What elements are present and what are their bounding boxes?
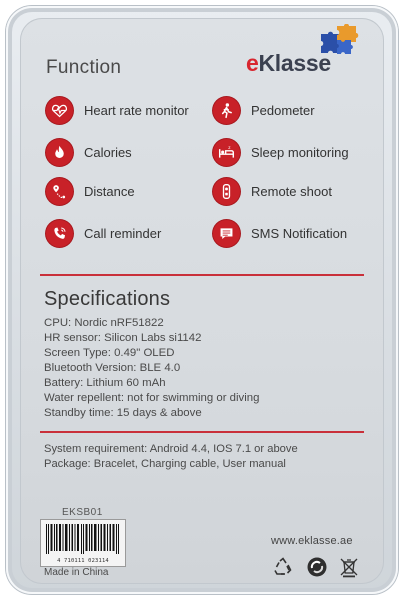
feature-remote-shoot xyxy=(213,178,332,204)
feature-distance xyxy=(46,178,135,204)
feature-label: Calories xyxy=(84,144,132,160)
svg-text:z: z xyxy=(228,145,231,151)
feature-sleep xyxy=(213,139,349,165)
feature-heart-rate xyxy=(46,97,189,123)
walker-icon xyxy=(213,97,240,124)
feature-label: Call reminder xyxy=(84,225,162,241)
model-number: EKSB01 xyxy=(62,507,103,518)
green-dot-icon xyxy=(306,556,328,578)
function-heading: Function xyxy=(46,57,122,78)
map-pin-icon xyxy=(46,178,73,205)
feature-label: SMS Notification xyxy=(251,225,348,241)
divider-bottom xyxy=(40,431,364,433)
spec-line: Battery: Lithium 60 mAh xyxy=(44,377,166,389)
feature-pedometer xyxy=(213,97,315,123)
feature-sms xyxy=(213,220,347,246)
spec-line: Water repellent: not for swimming or diving xyxy=(44,392,260,404)
package-contents: Package: Bracelet, Charging cable, User manual xyxy=(44,458,286,470)
brand-name-rest: Klasse xyxy=(258,50,331,76)
spec-line: HR sensor: Silicon Labs si1142 xyxy=(44,332,202,344)
feature-label: Pedometer xyxy=(251,102,315,118)
feature-call-reminder xyxy=(46,220,161,246)
feature-label: Remote shoot xyxy=(251,183,332,199)
flame-icon xyxy=(46,139,73,166)
phone-icon xyxy=(46,220,73,247)
feature-label: Sleep monitoring xyxy=(251,144,349,160)
feature-label: Distance xyxy=(84,183,135,199)
divider-top xyxy=(40,274,364,276)
barcode-bars xyxy=(46,524,120,554)
barcode xyxy=(40,519,126,567)
system-requirement: System requirement: Android 4.4, IOS 7.1 or above xyxy=(44,443,298,455)
camera-remote-icon xyxy=(213,178,240,205)
feature-calories xyxy=(46,139,132,165)
brand-name xyxy=(246,50,331,77)
brand-name-e: e xyxy=(246,50,259,76)
feature-label: Heart rate monitor xyxy=(84,102,189,118)
spec-line: CPU: Nordic nRF51822 xyxy=(44,317,164,329)
website-url: www.eklasse.ae xyxy=(271,535,353,547)
spec-line: Standby time: 15 days & above xyxy=(44,407,202,419)
brand-logo xyxy=(243,28,363,76)
specifications-heading: Specifications xyxy=(44,288,171,310)
made-in-label: Made in China xyxy=(44,567,109,578)
message-icon xyxy=(213,220,240,247)
recycle-icon xyxy=(272,556,294,578)
barcode-digits: 4 710111 023114 xyxy=(57,558,109,564)
weee-bin-icon xyxy=(338,556,360,578)
spec-line: Screen Type: 0.49" OLED xyxy=(44,347,175,359)
spec-line: Bluetooth Version: BLE 4.0 xyxy=(44,362,181,374)
bed-icon xyxy=(213,139,240,166)
heart-rate-icon xyxy=(46,97,73,124)
